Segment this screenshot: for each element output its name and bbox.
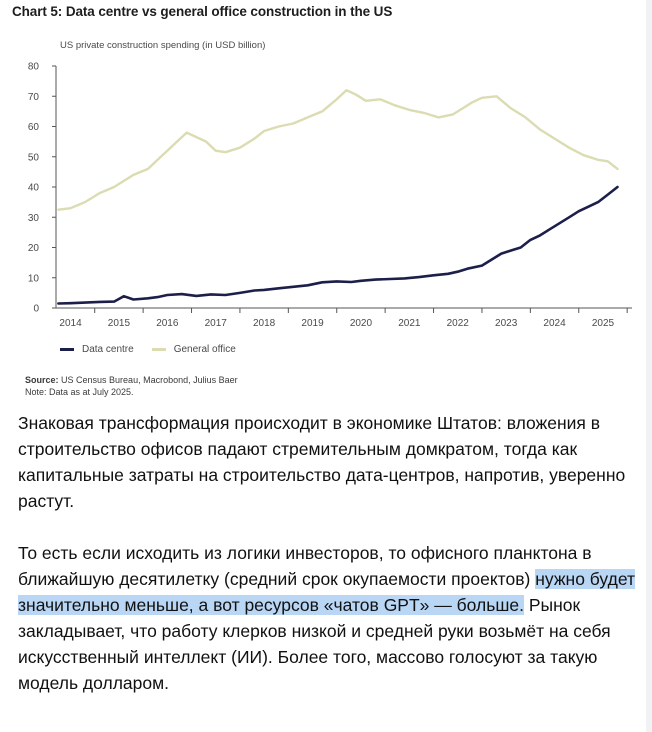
source-text: US Census Bureau, Macrobond, Julius Baer xyxy=(61,375,238,385)
source-label: Source: xyxy=(25,375,59,385)
legend-label-data-centre: Data centre xyxy=(82,344,134,355)
chart-legend xyxy=(60,344,254,355)
legend-label-general-office: General office xyxy=(173,344,236,355)
y-tick-label: 50 xyxy=(27,152,39,164)
y-tick-label: 0 xyxy=(33,303,39,315)
y-tick-label: 40 xyxy=(27,182,39,194)
y-tick-label: 20 xyxy=(27,243,39,254)
x-tick-label: 2023 xyxy=(495,318,518,329)
x-tick-label: 2024 xyxy=(543,318,566,329)
y-axis-label: US private construction spending (in USD billion) xyxy=(60,40,266,51)
post-message xyxy=(18,410,638,696)
series-line-data-centre xyxy=(58,187,617,304)
post-highlighted-text[interactable]: нужно будет значительно меньше, а вот ресурсов «чатов GPT» — больше. xyxy=(18,569,635,615)
x-tick-label: 2018 xyxy=(253,318,276,329)
line-chart xyxy=(0,0,646,340)
y-tick-label: 10 xyxy=(27,273,39,285)
x-tick-label: 2017 xyxy=(204,318,227,329)
x-tick-label: 2020 xyxy=(349,318,373,329)
legend-swatch-general-office xyxy=(152,348,166,351)
x-tick-label: 2019 xyxy=(301,318,324,329)
post-paragraph-2 xyxy=(18,540,638,696)
x-tick-label: 2022 xyxy=(446,318,469,329)
x-tick-label: 2015 xyxy=(107,318,131,329)
chart-title: Chart 5: Data centre vs general office construction in the US xyxy=(12,4,393,19)
legend-swatch-data-centre xyxy=(60,348,74,351)
y-tick-label: 60 xyxy=(27,122,39,133)
post-scroll-edge xyxy=(646,0,652,732)
legend-item-general-office xyxy=(152,344,236,355)
x-tick-label: 2021 xyxy=(398,318,421,329)
y-tick-label: 30 xyxy=(27,212,39,224)
chart-source xyxy=(25,374,238,398)
post-paragraph-2-start: То есть если исходить из логики инвесторов, то офисного планктона в ближайшую десятилетку (средний срок окупаемости проектов) xyxy=(18,543,592,589)
series-line-general-office xyxy=(58,90,617,210)
legend-item-data-centre xyxy=(60,344,134,355)
post-paragraph-1: Знаковая трансформация происходит в экономике Штатов: вложения в строительство офисов падают стремительным домкратом, тогда как капитальные затраты на строительство дата-центров, напротив, уверенно растут. xyxy=(18,413,626,511)
x-tick-label: 2025 xyxy=(591,318,615,329)
y-tick-label: 80 xyxy=(27,61,39,73)
x-tick-label: 2016 xyxy=(156,318,179,329)
x-tick-label: 2014 xyxy=(59,318,82,329)
post-paragraph-2-end: Рынок закладывает, что работу клерков низкой и средней руки возьмёт на себя искусственный интеллект (ИИ). Более того, массово голосуют за такую модель долларом. xyxy=(18,595,611,693)
source-note: Note: Data as at July 2025. xyxy=(25,387,134,397)
y-tick-label: 70 xyxy=(27,91,39,103)
